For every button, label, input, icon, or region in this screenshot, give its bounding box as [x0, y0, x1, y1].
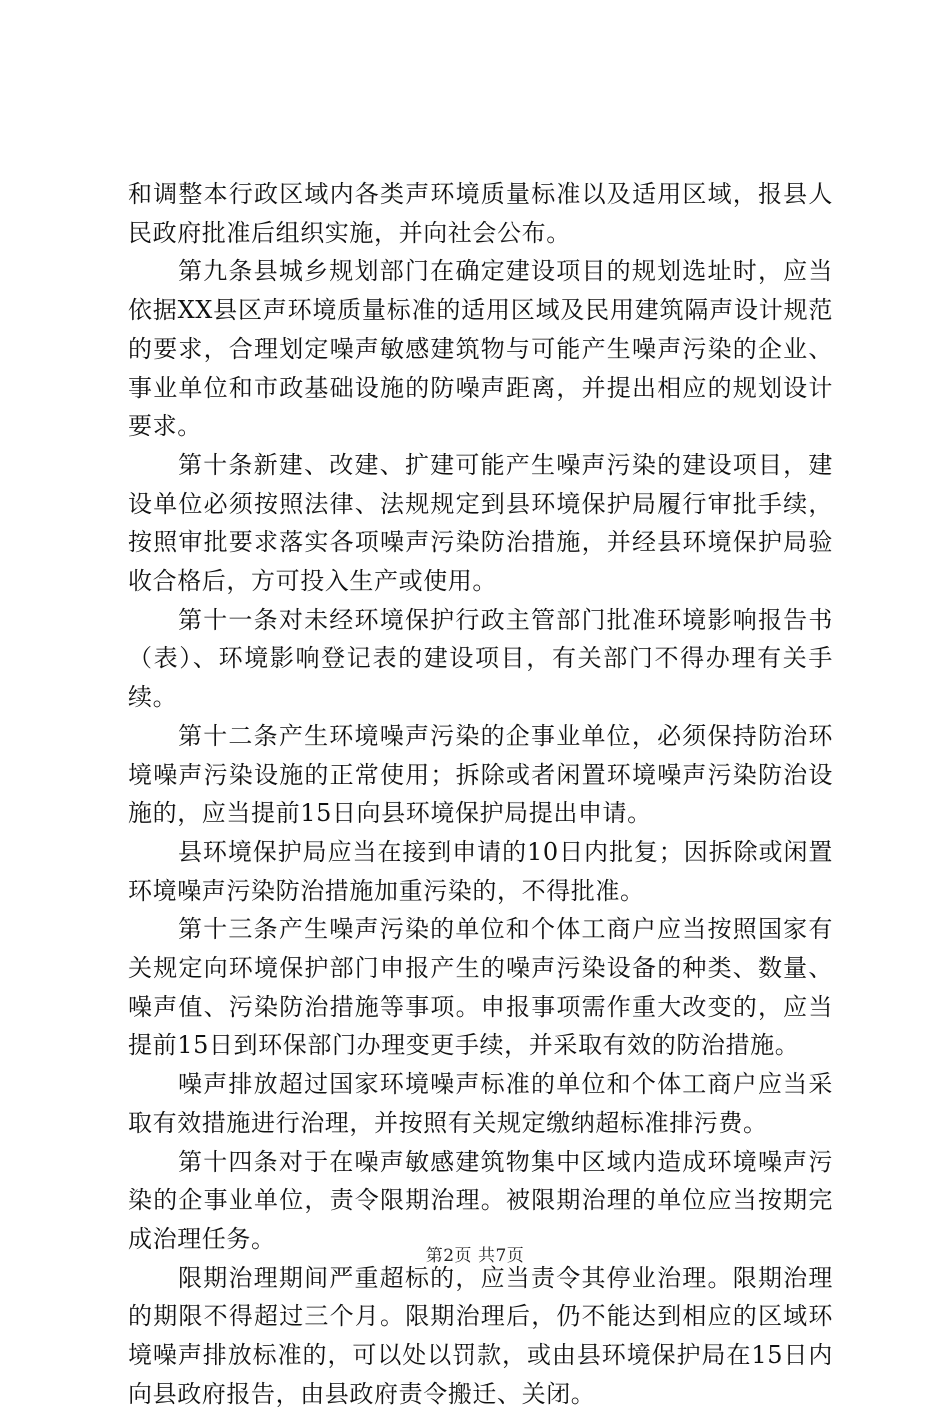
paragraph-article-13: 第十三条产生噪声污染的单位和个体工商户应当按照国家有关规定向环境保护部门申报产生的噪声污染设备的种类、数量、噪声值、污染防治措施等事项。申报事项需作重大改变的，应当提前15日到环保部门办理变更手续，并采取有效的防治措施。: [128, 915, 833, 1060]
paragraph-article-14: 第十四条对于在噪声敏感建筑物集中区域内造成环境噪声污染的企事业单位，责令限期治理。被限期治理的单位应当按期完成治理任务。: [128, 1147, 833, 1253]
page-number-footer: 第2页 共7页: [425, 1246, 525, 1266]
paragraph-continuation: 和调整本行政区域内各类声环境质量标准以及适用区域，报县人民政府批准后组织实施，并向社会公布。: [128, 180, 833, 247]
paragraph-article-11: 第十一条对未经环境保护行政主管部门批准环境影响报告书（表）、环境影响登记表的建设项目，有关部门不得办理有关手续。: [128, 605, 833, 712]
paragraph-article-10: 第十条新建、改建、扩建可能产生噪声污染的建设项目，建设单位必须按照法律、法规规定到县环境保护局履行审批手续，按照审批要求落实各项噪声污染防治措施，并经县环境保护局验收合格后，方可投入生产或使用。: [128, 450, 833, 596]
paragraph-article-12-reply: 县环境保护局应当在接到申请的10日内批复；因拆除或闲置环境噪声污染防治措施加重污染的，不得批准。: [128, 837, 833, 905]
paragraph-article-12: 第十二条产生环境噪声污染的企事业单位，必须保持防治环境噪声污染设施的正常使用；拆除或者闲置环境噪声污染防治设施的，应当提前15日向县环境保护局提出申请。: [128, 721, 833, 828]
paragraph-article-9: 第九条县城乡规划部门在确定建设项目的规划选址时，应当依据XX县区声环境质量标准的适用区域及民用建筑隔声设计规范的要求，合理划定噪声敏感建筑物与可能产生噪声污染的企业、事业单位和市政基础设施的防噪声距离，并提出相应的规划设计要求。: [128, 257, 833, 441]
document-body: [128, 175, 833, 1414]
paragraph-article-13-fee: 噪声排放超过国家环境噪声标准的单位和个体工商户应当采取有效措施进行治理，并按照有关规定缴纳超标准排污费。: [128, 1070, 833, 1137]
paragraph-article-14-deadline: 限期治理期间严重超标的，应当责令其停业治理。限期治理的期限不得超过三个月。限期治理后，仍不能达到相应的区域环境噪声排放标准的，可以处以罚款，或由县环境保护局在15日内向县政府报告，由县政府责令搬迁、关闭。: [128, 1263, 833, 1408]
